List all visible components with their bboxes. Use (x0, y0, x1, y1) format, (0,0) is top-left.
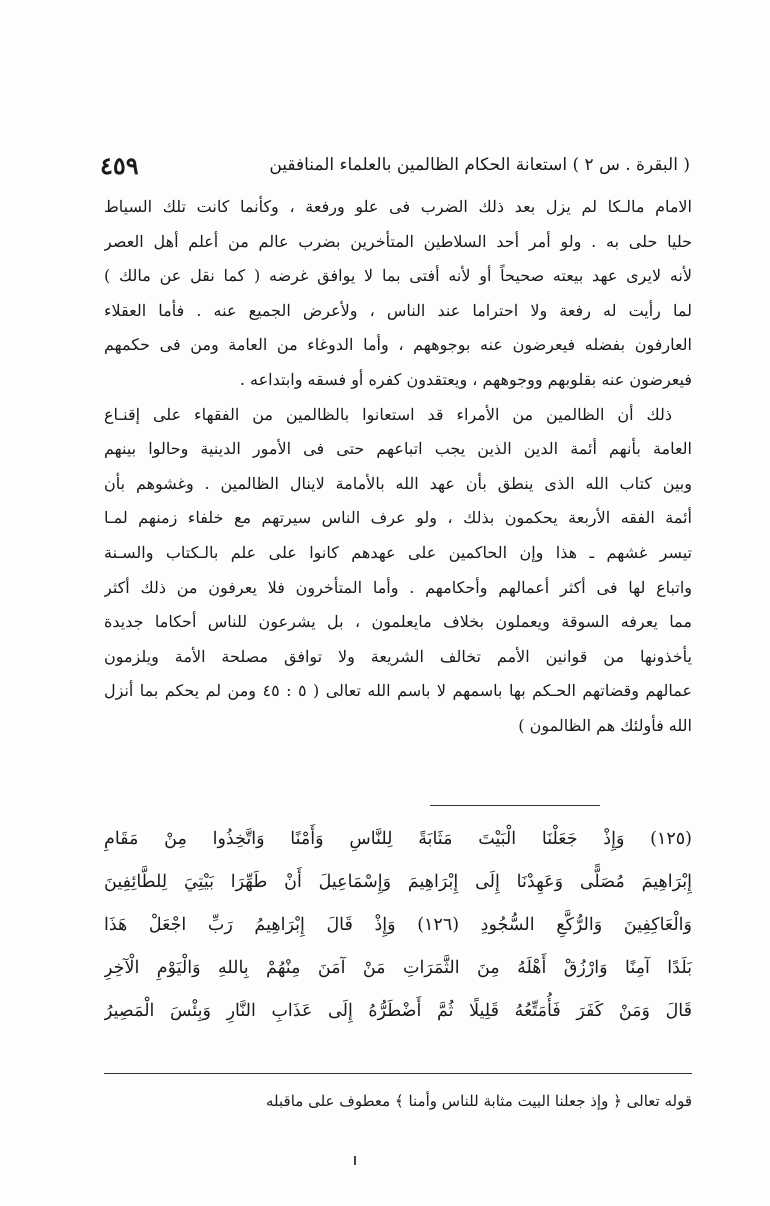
text-line: وبين كتاب الله الذى ينطق بأن عهد الله بالأمامة لاينال الظالمين . وغشوهم بأن (104, 473, 692, 493)
text-line: واتباع لها فى أكثر أعمالهم وأحكامهم . وأما المتأخرون فلا يعرفون من ذلك أكثر (104, 577, 692, 597)
commentary-text (104, 190, 692, 744)
verse-line: وَالْعَاكِفِينَ وَالرُّكَّعِ السُّجُودِ (١٢٦) وَإِذْ قَالَ إِبْرَاهِيمُ رَبِّ اجْعَلْ هَذَا (104, 915, 692, 935)
text-line: يأخذونها من قوانين الأمم تخالف الشريعة ولا توافق مصلحة الأمة ويلزمون (104, 646, 692, 666)
section-divider (430, 805, 600, 806)
footnote: قوله تعالى ﴿ وإذ جعلنا البيت مثابة للناس وأمنا ﴾ معطوف على ماقبله (266, 1092, 692, 1110)
text-line: الله فأولئك هم الظالمون ) (518, 715, 692, 735)
footnote-divider (104, 1073, 692, 1074)
text-line: تيسر غشهم ـ هذا وإن الحاكمين على عهدهم كانوا على علم بالـكتاب والسـنة (104, 542, 692, 562)
paragraph-1 (104, 190, 692, 398)
text-line: مما يعرفه السوقة ويعملون بخلاف مايعلمون ، بل يشرعون للناس أحكاما جديدة (104, 612, 692, 632)
verse-line: (١٢٥) وَإِذْ جَعَلْنَا الْبَيْتَ مَثَابَةً لِلنَّاسِ وَأَمْنًا وَاتَّخِذُوا مِنْ مَقَامِ (104, 829, 692, 849)
text-line: العامة بأنهم أئمة الدين الذين يجب اتباعهم حتى فى الأمور الدينية وحالوا بينهم (104, 439, 692, 459)
verse-line: قَالَ وَمَنْ كَفَرَ فَأُمَتِّعُهُ قَلِيلًا ثُمَّ أَضْطَرُّهُ إِلَى عَذَابِ النَّارِ وَبِئْسَ الْمَصِيرُ (104, 1001, 692, 1021)
paragraph-2 (104, 398, 692, 744)
verse-line: إِبْرَاهِيمَ مُصَلًّى وَعَهِدْنَا إِلَى إِبْرَاهِيمَ وَإِسْمَاعِيلَ أَنْ طَهِّرَا بَيْتِيَ لِلطَّائِفِينَ (104, 872, 692, 892)
page-header (100, 148, 690, 182)
text-line: عمالهم وقضاتهم الحـكم بها باسمهم لا باسم الله تعالى ( ٥ : ٤٥ ومن لم يحكم بما أنزل (104, 681, 692, 701)
running-title: ( البقرة . س ٢ ) استعانة الحكام الظالمين بالعلماء المنافقين (269, 155, 690, 175)
quran-verses (104, 818, 692, 1033)
text-line: الامام مالـكا لم يزل بعد ذلك الضرب فى علو ورفعة ، وكأنما كانت تلك السياط (104, 197, 692, 216)
text-line: ذلك أن الظالمين من الأمراء قد استعانوا بالظالمين من الفقهاء على إقنـاع (104, 404, 672, 424)
text-line: أئمة الفقه الأربعة يحكمون بذلك ، ولو عرف الناس سيرتهم مع خلفاء زمنهم لمـا (104, 508, 692, 528)
verse-line: بَلَدًا آمِنًا وَارْزُقْ أَهْلَهُ مِنَ الثَّمَرَاتِ مَنْ آمَنَ مِنْهُمْ بِاللهِ وَالْيَوْمِ الْآخِرِ (104, 958, 692, 978)
scan-mark (354, 1156, 356, 1165)
text-line: حليا حلى به . ولو أمر أحد السلاطين المتأخرين بضرب عالم من أعلم أهل العصر (104, 231, 692, 251)
text-line: فيعرضون عنه بقلوبهم ووجوههم ، ويعتقدون كفره أو فسقه وابتداعه . (239, 369, 692, 389)
page-number: ٤٥٩ (100, 150, 139, 180)
text-line: العارفون بفضله فيعرضون عنه بوجوههم ، وأما الدوغاء من العامة ومن فى حكمهم (104, 335, 692, 355)
text-line: لأنه لايرى عهد بيعته صحيحاً أو لأنه أفتى بما لا يوافق غرضه ( كما نقل عن مالك ) (104, 266, 692, 286)
text-line: لما رأيت له رفعة ولا احتراما عند الناس ، ولأعرض الجميع عنه . فأما العقلاء (104, 300, 692, 320)
